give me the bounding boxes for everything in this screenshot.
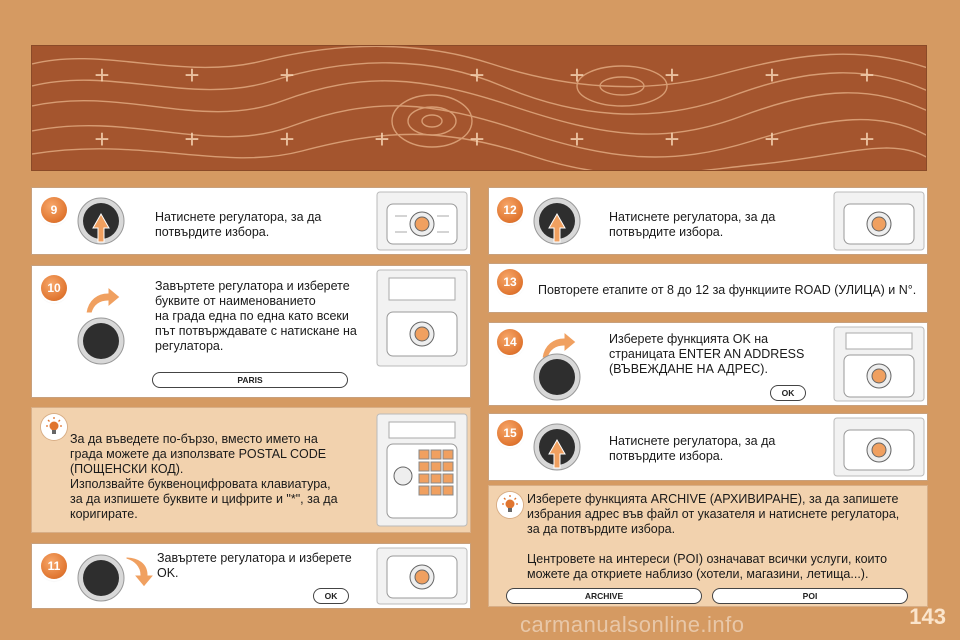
step-15-badge: 15 [497, 420, 523, 446]
svg-text:+: + [569, 124, 585, 154]
svg-text:+: + [279, 124, 295, 154]
poi-button[interactable]: POI [712, 588, 908, 604]
step-12-text: Натиснете регулатора, за да потвърдите избора. [609, 210, 776, 239]
header-banner [31, 45, 927, 171]
knob-icon [76, 553, 126, 603]
watermark: carmanualsonline.info [520, 612, 745, 637]
svg-text:+: + [469, 124, 485, 154]
step-10-badge: 10 [41, 275, 67, 301]
tip-right-text: Изберете функцията ARCHIVE (АРХИВИРАНЕ), за да запишете избрания адрес във файл от указателя и натиснете регулатора, за да потвърдите избора. Центровете на интереси (POI) означават всички услуги, които можете да откриете наблизо (хотели, магазини, летища...). [527, 492, 900, 581]
tip-left-text: За да въведете по-бързо, вместо името на града можете да използвате POSTAL CODE (ПОЩЕНСКИ КОД). Използвайте буквеноцифровата клавиатура, за да изпишете буквите и цифрите и "*", за да коригирате. [70, 432, 338, 521]
control-panel-image [375, 268, 469, 368]
step-15-text: Натиснете регулатора, за да потвърдите избора. [609, 434, 776, 463]
svg-text:+: + [664, 124, 680, 154]
step-10-text: Завъртете регулатора и изберете буквите от наименованието на града една по една като всеки път потвърждавате с натискане на регулатора. [155, 279, 357, 353]
step-12-badge: 12 [497, 197, 523, 223]
step-11-text: Завъртете регулатора и изберете OK. [157, 551, 352, 580]
control-panel-image [832, 416, 926, 478]
control-panel-image [832, 190, 926, 252]
svg-text:+: + [859, 124, 875, 154]
lightbulb-icon [497, 492, 523, 518]
archive-button[interactable]: ARCHIVE [506, 588, 702, 604]
step-9-text: Натиснете регулатора, за да потвърдите избора. [155, 210, 322, 239]
knob-press-icon [532, 196, 582, 246]
control-panel-image [375, 190, 469, 252]
step-14-text: Изберете функцията OK на страницата ENTER AN ADDRESS (ВЪВЕЖДАНЕ НА АДРЕС). [609, 332, 805, 376]
knob-icon [532, 352, 582, 402]
knob-press-icon [532, 422, 582, 472]
lightbulb-icon [41, 414, 67, 440]
rotate-down-arrow-icon [120, 555, 160, 589]
svg-text:+: + [184, 124, 200, 154]
svg-text:+: + [569, 60, 585, 90]
svg-text:+: + [279, 60, 295, 90]
page-number: 143 [909, 604, 946, 629]
svg-text:+: + [374, 124, 390, 154]
paris-button[interactable]: PARIS [152, 372, 348, 388]
keypad-image [375, 412, 469, 528]
step-14-badge: 14 [497, 329, 523, 355]
step-13-text: Повторете етапите от 8 до 12 за функциите ROAD (УЛИЦА) и N°. [538, 283, 917, 297]
svg-text:+: + [764, 60, 780, 90]
ok-button[interactable]: OK [313, 588, 349, 604]
topographic-pattern [32, 46, 927, 171]
ok-button[interactable]: OK [770, 385, 806, 401]
control-panel-image [375, 546, 469, 606]
svg-text:+: + [184, 60, 200, 90]
svg-text:+: + [94, 60, 110, 90]
control-panel-image [832, 325, 926, 403]
rotate-arrow-icon [82, 283, 122, 317]
step-13-badge: 13 [497, 269, 523, 295]
svg-text:+: + [859, 60, 875, 90]
svg-text:+: + [94, 124, 110, 154]
svg-text:+: + [469, 60, 485, 90]
svg-text:+: + [764, 124, 780, 154]
knob-icon [76, 316, 126, 366]
step-9-badge: 9 [41, 197, 67, 223]
knob-press-icon [76, 196, 126, 246]
svg-text:+: + [664, 60, 680, 90]
step-11-badge: 11 [41, 553, 67, 579]
